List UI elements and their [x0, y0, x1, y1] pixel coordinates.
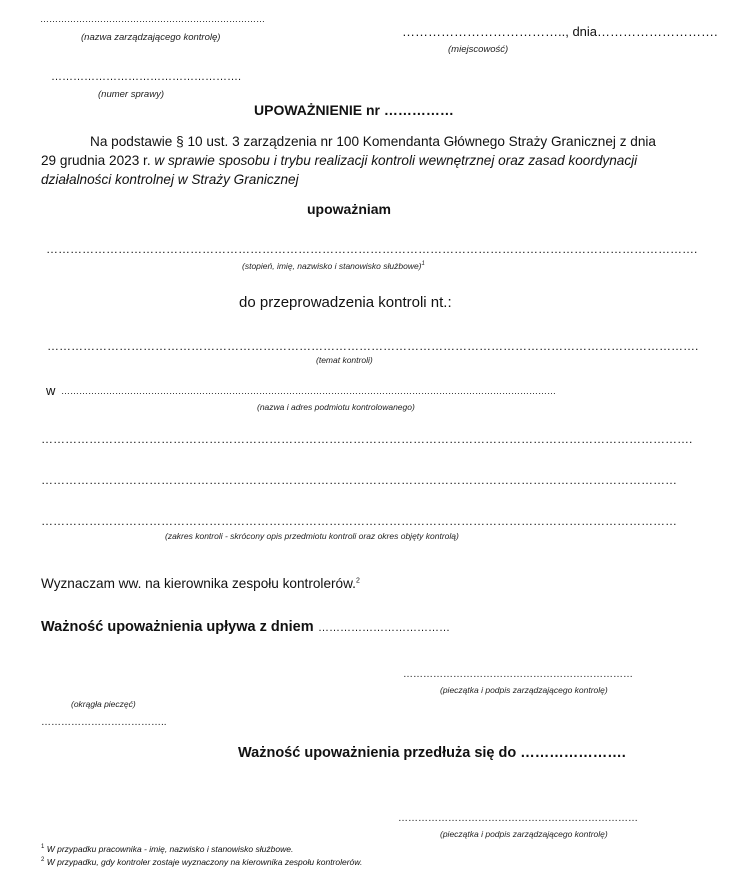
- footnote-2-mark: 2: [41, 857, 45, 864]
- place-caption: (miejscowość): [448, 44, 509, 55]
- scope-caption: (zakres kontroli - skrócony opis przedmiotu kontroli oraz okres objęty kontrolą): [165, 531, 459, 541]
- signature1-caption: (pieczątka i podpis zarządzającego kontrolę): [440, 685, 608, 695]
- authorize-heading: upoważniam: [307, 201, 392, 217]
- person-field[interactable]: ……………………………………………………………………………………………………………………………………………….: [46, 242, 698, 256]
- to-conduct-heading: do przeprowadzenia kontroli nt.:: [239, 294, 452, 311]
- validity-line: [41, 618, 450, 636]
- footnote-1-mark: 1: [41, 844, 45, 851]
- entity-prefix: w: [46, 383, 56, 398]
- footnote-ref-2: 2: [355, 577, 360, 585]
- legal-basis-title-part1: w sprawie sposobu i trybu realizacji kontroli wewnętrznej oraz zasad koordynacji: [154, 153, 638, 168]
- footnote-1: [41, 844, 293, 854]
- place-date-field[interactable]: ……………………………….., dnia……………………….: [402, 24, 718, 39]
- topic-caption: (temat kontroli): [316, 355, 373, 365]
- signature1-field[interactable]: ……………………………………………………………: [403, 669, 633, 680]
- scope-field-1[interactable]: ……………………………………………………………………………………………………………………………………………….: [41, 432, 693, 446]
- topic-field[interactable]: ……………………………………………………………………………………………………………………………………………….: [47, 339, 699, 353]
- footnote-1-text: W przypadku pracownika - imię, nazwisko i stanowisko służbowe.: [46, 844, 294, 854]
- manager-name-field[interactable]: …………………………………………………………………: [40, 14, 265, 24]
- person-caption-text: (stopień, imię, nazwisko i stanowisko służbowe): [242, 261, 422, 271]
- case-number-caption: (numer sprawy): [98, 89, 164, 100]
- manager-name-caption: (nazwa zarządzającego kontrolę): [81, 32, 221, 43]
- validity-date-field[interactable]: ………………………………: [318, 622, 451, 634]
- team-leader-text: Wyznaczam ww. na kierownika zespołu kontrolerów.: [41, 576, 356, 591]
- scope-field-2[interactable]: ……………………………………………………………………………………………………………………………………………: [41, 473, 677, 487]
- footnote-ref-1: 1: [421, 261, 425, 268]
- scope-field-3[interactable]: ……………………………………………………………………………………………………………………………………………: [41, 514, 677, 528]
- legal-basis-line2: [41, 151, 637, 170]
- legal-basis-line3: działalności kontrolnej w Straży Granicznej: [41, 172, 299, 187]
- validity-label: Ważność upoważnienia upływa z dniem: [41, 619, 314, 635]
- stamp-caption: (okrągła pieczęć): [71, 699, 136, 709]
- stamp-field[interactable]: ………………………………..: [41, 717, 167, 728]
- entity-field[interactable]: …………………………………………………………………………………………………………………………………………………: [61, 386, 556, 396]
- person-caption: [242, 261, 425, 271]
- team-leader-statement: [41, 576, 360, 591]
- signature2-caption: (pieczątka i podpis zarządzającego kontrolę): [440, 829, 608, 839]
- footnote-2: [41, 857, 362, 867]
- case-number-field[interactable]: …………………………………………….: [51, 71, 242, 83]
- signature2-field[interactable]: ………………………………………………………………: [398, 813, 638, 824]
- legal-basis-line1: Na podstawie § 10 ust. 3 zarządzenia nr 100 Komendanta Głównego Straży Granicznej z dnia: [90, 134, 656, 149]
- entity-caption: (nazwa i adres podmiotu kontrolowanego): [257, 402, 415, 412]
- extension-label: Ważność upoważnienia przedłuża się do ………………….: [238, 745, 626, 761]
- document-title: UPOWAŻNIENIE nr ……………: [254, 102, 454, 118]
- footnote-2-text: W przypadku, gdy kontroler zostaje wyznaczony na kierownika zespołu kontrolerów.: [46, 857, 363, 867]
- legal-basis-date: 29 grudnia 2023 r.: [41, 153, 155, 168]
